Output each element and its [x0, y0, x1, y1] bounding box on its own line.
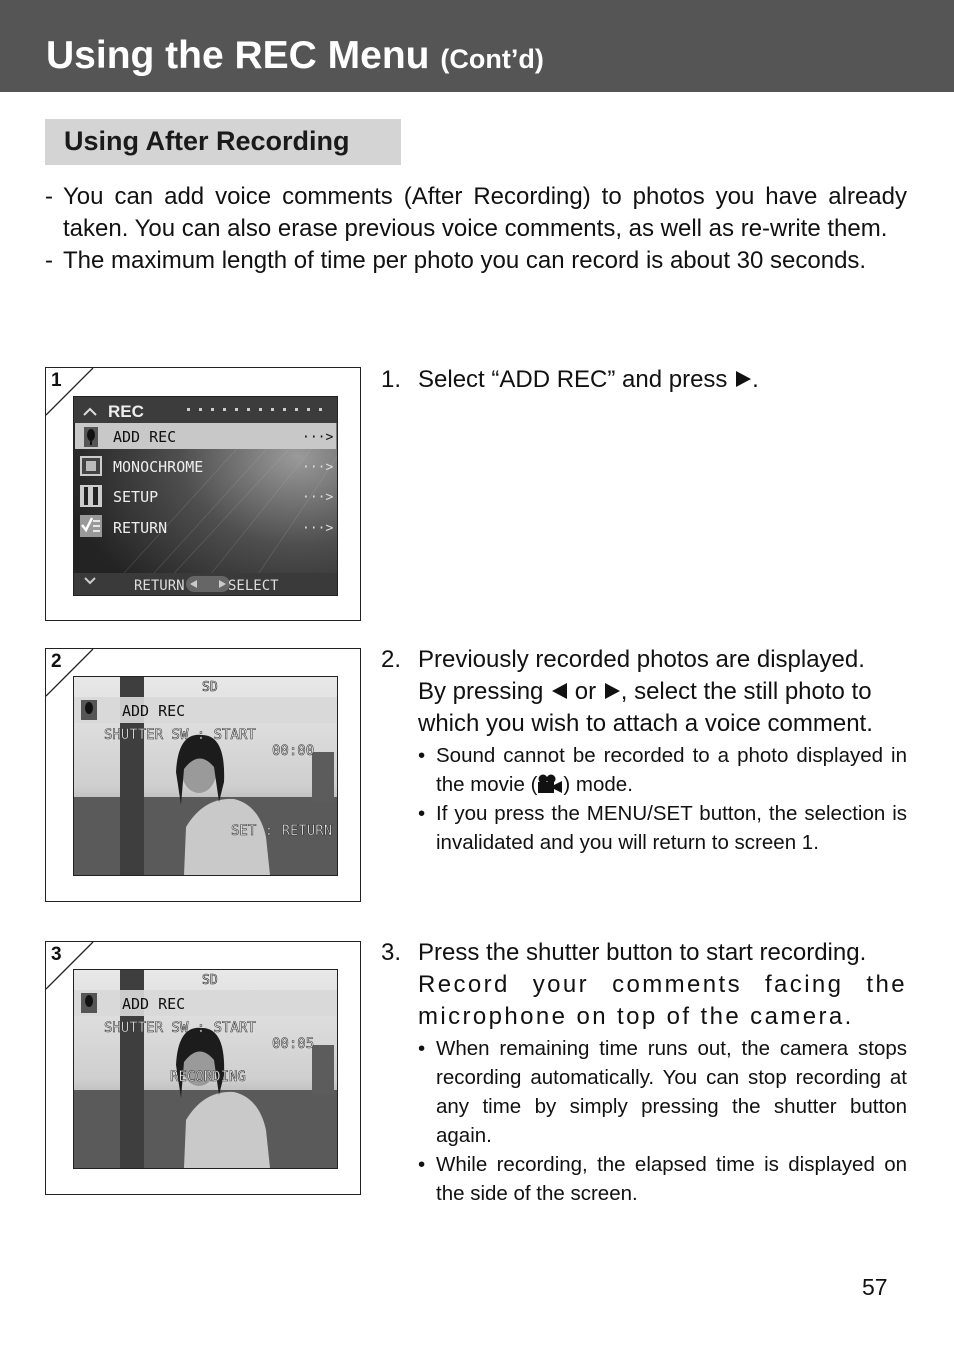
step-1-text-b: . — [752, 366, 759, 393]
intro-item — [45, 181, 907, 245]
section-heading — [45, 119, 401, 165]
intro-dash: - — [45, 247, 53, 274]
screen-frame-3 — [45, 941, 361, 1195]
page-number: 57 — [862, 1274, 888, 1300]
right-triangle-icon — [603, 682, 621, 700]
time-counter: 00:00 — [272, 743, 315, 759]
rec-menu-display — [74, 397, 337, 595]
card-indicator: SD — [202, 973, 218, 988]
microphone-icon — [81, 993, 97, 1013]
bullet-text: If you press the MENU/SET button, the selection is invalidated and you will return to screen 1. — [436, 802, 907, 854]
step-2-text — [381, 644, 907, 740]
step-2-line-1: Previously recorded photos are displayed. — [418, 646, 865, 673]
step-2 — [381, 644, 907, 857]
page-title-subtitle: (Cont’d) — [440, 44, 544, 74]
bullet-dot: • — [418, 1153, 426, 1176]
step-1-text — [381, 364, 907, 396]
bullet-dot: • — [418, 744, 426, 767]
bullet-item — [418, 799, 907, 857]
time-counter: 00:05 — [272, 1036, 315, 1052]
step-3-text — [381, 937, 907, 1033]
step-2-line-2-a: By pressing — [418, 678, 551, 705]
bullet-text: While recording, the elapsed time is displayed on the side of the screen. — [436, 1153, 907, 1205]
mode-label: ADD REC — [122, 702, 186, 720]
menu-title: REC — [108, 402, 144, 421]
card-indicator: SD — [202, 680, 218, 695]
shutter-hint: SHUTTER SW : START — [104, 727, 256, 743]
set-return-hint: SET : RETURN — [231, 823, 333, 839]
step-1-text-a: Select “ADD REC” and press — [418, 366, 735, 393]
step-2-line-3: which you wish to attach a voice comment. — [418, 710, 873, 737]
step-3 — [381, 937, 907, 1208]
intro-dash: - — [45, 183, 53, 210]
photo-screen-2 — [73, 676, 338, 876]
section-heading-text: Using After Recording — [64, 126, 350, 156]
step-1 — [381, 364, 907, 396]
menu-item-monochrome[interactable]: MONOCHROME — [113, 458, 204, 476]
arrow-dots-icon: ···> — [302, 430, 334, 445]
screen-frame-2 — [45, 648, 361, 902]
bullet-item — [418, 741, 907, 799]
arrow-dots-icon: ···> — [302, 521, 334, 536]
shutter-hint: SHUTTER SW : START — [104, 1020, 256, 1036]
menu-item-add-rec[interactable]: ADD REC — [113, 428, 177, 446]
step-number: 2. — [381, 646, 402, 673]
step-3-line-2: Record your comments facing the microphone on top of the camera. — [418, 971, 907, 1030]
intro-item — [45, 245, 907, 277]
recording-status: RECORDING — [170, 1069, 246, 1085]
step-2-bullets — [418, 741, 907, 857]
screen-number: 2 — [51, 651, 62, 672]
menu-item-return[interactable]: RETURN — [113, 519, 168, 537]
intro-text: The maximum length of time per photo you can record is about 30 seconds. — [63, 247, 867, 274]
step-2-line-2 — [418, 676, 907, 708]
page-header — [0, 0, 954, 92]
photo-display — [74, 970, 337, 1168]
rec-menu-screen — [73, 396, 338, 596]
bullet-text: When remaining time runs out, the camera stops recording automatically. You can stop recording at any time by simply pressing the shutter button again. — [436, 1037, 907, 1147]
right-triangle-icon — [734, 370, 752, 388]
step-number: 3. — [381, 939, 402, 966]
step-2-line-2-b: or — [568, 678, 603, 705]
bullet-dot: • — [418, 1037, 426, 1060]
bullet-item — [418, 1034, 907, 1150]
page-title — [46, 34, 544, 78]
bullet-dot: • — [418, 802, 426, 825]
mode-label: ADD REC — [122, 995, 186, 1013]
step-2-line-2-c: , select the still photo to — [620, 678, 872, 705]
step-3-line-1: Press the shutter button to start recording. — [418, 939, 867, 966]
intro-list — [45, 181, 907, 277]
step-3-bullets — [418, 1034, 907, 1208]
movie-camera-icon — [537, 773, 563, 795]
return-check-icon — [80, 515, 102, 537]
setup-wrench-icon — [80, 485, 102, 507]
left-triangle-icon — [550, 682, 568, 700]
bullet-text-a: Sound cannot be recorded to a photo displayed in the movie ( — [436, 744, 907, 796]
footer-select-label: SELECT — [228, 578, 279, 594]
microphone-icon — [84, 427, 98, 447]
screen-frame-1 — [45, 367, 361, 621]
bullet-item — [418, 1150, 907, 1208]
photo-screen-3 — [73, 969, 338, 1169]
footer-return-label: RETURN — [134, 578, 185, 594]
step-number: 1. — [381, 366, 402, 393]
arrow-dots-icon: ···> — [302, 490, 334, 505]
monochrome-icon — [80, 456, 102, 476]
menu-item-setup[interactable]: SETUP — [113, 488, 159, 506]
screen-number: 1 — [51, 370, 62, 391]
page-title-text: Using the REC Menu — [46, 34, 430, 77]
intro-text: You can add voice comments (After Recording) to photos you have already taken. You can also erase previous voice comments, as well as re-write them. — [63, 183, 907, 242]
microphone-icon — [81, 700, 97, 720]
arrow-dots-icon: ···> — [302, 460, 334, 475]
bullet-text-b: ) mode. — [563, 773, 633, 796]
screen-number: 3 — [51, 944, 62, 965]
photo-display — [74, 677, 337, 875]
